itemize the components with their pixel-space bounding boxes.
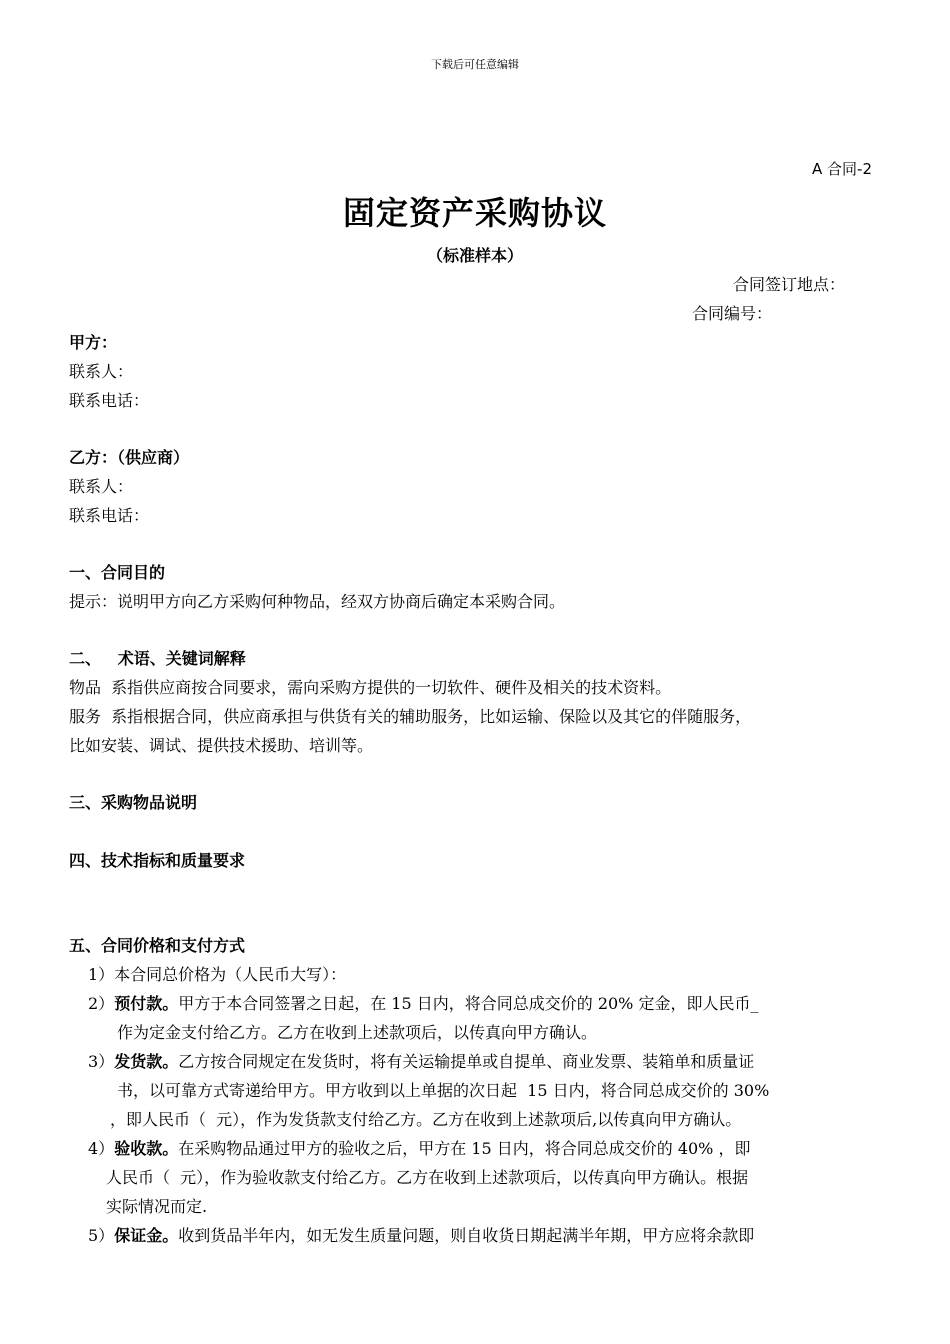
payment-item-5 <box>88 1223 754 1246</box>
item-2-line-1: 甲方于本合同签署之日起，在 15 日内，将合同总成交价的 20% 定金，即人民币_ <box>178 994 759 1013</box>
section-5-heading: 五、合同价格和支付方式 <box>69 936 246 955</box>
party-b-contact: 联系人： <box>69 477 134 496</box>
item-3-line-1: 乙方按合同规定在发货时，将有关运输提单或自提单、商业发票、装箱单和质量证 <box>178 1052 755 1071</box>
party-a-contact: 联系人： <box>69 362 134 381</box>
item-3-line-2: 书，以可靠方式寄递给甲方。甲方收到以上单据的次日起 15 日内，将合同总成交价的 30% <box>117 1081 770 1100</box>
item-4-number: 4） <box>88 1139 115 1158</box>
section-2-line-3: 比如安装、调试、提供技术援助、培训等。 <box>69 736 374 755</box>
document-code: A 合同-2 <box>812 160 872 178</box>
payment-item-1: 1）本合同总价格为（人民币大写）： <box>88 965 347 984</box>
section-1-heading: 一、合同目的 <box>69 563 166 582</box>
sign-place-label: 合同签订地点： <box>733 275 846 294</box>
item-2-line-2: 作为定金支付给乙方。乙方在收到上述款项后，以传真向甲方确认。 <box>117 1023 598 1042</box>
party-b-label: 乙方：（供应商） <box>69 448 190 467</box>
item-3-term: 发货款。 <box>114 1052 179 1071</box>
item-3-line-3: ，即人民币（ 元），作为发货款支付给乙方。乙方在收到上述款项后,以传真向甲方确认。 <box>110 1110 742 1129</box>
contract-number-label: 合同编号： <box>692 304 773 323</box>
item-5-term: 保证金。 <box>114 1226 179 1245</box>
party-a-phone: 联系电话： <box>69 391 150 410</box>
item-4-line-2: 人民币（ 元），作为验收款支付给乙方。乙方在收到上述款项后，以传真向甲方确认。根据 <box>106 1168 749 1187</box>
section-2-line-2: 服务 系指根据合同，供应商承担与供货有关的辅助服务，比如运输、保险以及其它的伴随服务， <box>69 707 752 726</box>
section-4-heading: 四、技术指标和质量要求 <box>69 851 246 870</box>
header-note: 下载后可任意编辑 <box>431 58 519 71</box>
party-b-phone: 联系电话： <box>69 506 150 525</box>
item-3-number: 3） <box>88 1052 115 1071</box>
document-subtitle: （标准样本） <box>426 246 523 265</box>
section-1-text: 提示：说明甲方向乙方采购何种物品，经双方协商后确定本采购合同。 <box>69 592 566 611</box>
item-5-number: 5） <box>88 1226 115 1245</box>
document-title: 固定资产采购协议 <box>342 194 607 232</box>
item-2-number: 2） <box>88 994 115 1013</box>
section-3-heading: 三、采购物品说明 <box>69 793 198 812</box>
item-2-term: 预付款。 <box>114 994 179 1013</box>
item-4-line-1: 在采购物品通过甲方的验收之后，甲方在 15 日内，将合同总成交价的 40% ，即 <box>178 1139 751 1158</box>
payment-item-3 <box>88 1049 754 1072</box>
section-2-heading: 二、 术语、关键词解释 <box>69 649 246 668</box>
item-4-term: 验收款。 <box>114 1139 179 1158</box>
payment-item-4 <box>88 1136 750 1159</box>
party-a-label: 甲方： <box>69 333 118 352</box>
payment-item-2 <box>88 991 758 1014</box>
section-2-line-1: 物品 系指供应商按合同要求，需向采购方提供的一切软件、硬件及相关的技术资料。 <box>69 678 672 697</box>
item-4-line-3: 实际情况而定. <box>106 1197 208 1216</box>
item-5-line-1: 收到货品半年内，如无发生质量问题，则自收货日期起满半年期，甲方应将余款即 <box>178 1226 755 1245</box>
